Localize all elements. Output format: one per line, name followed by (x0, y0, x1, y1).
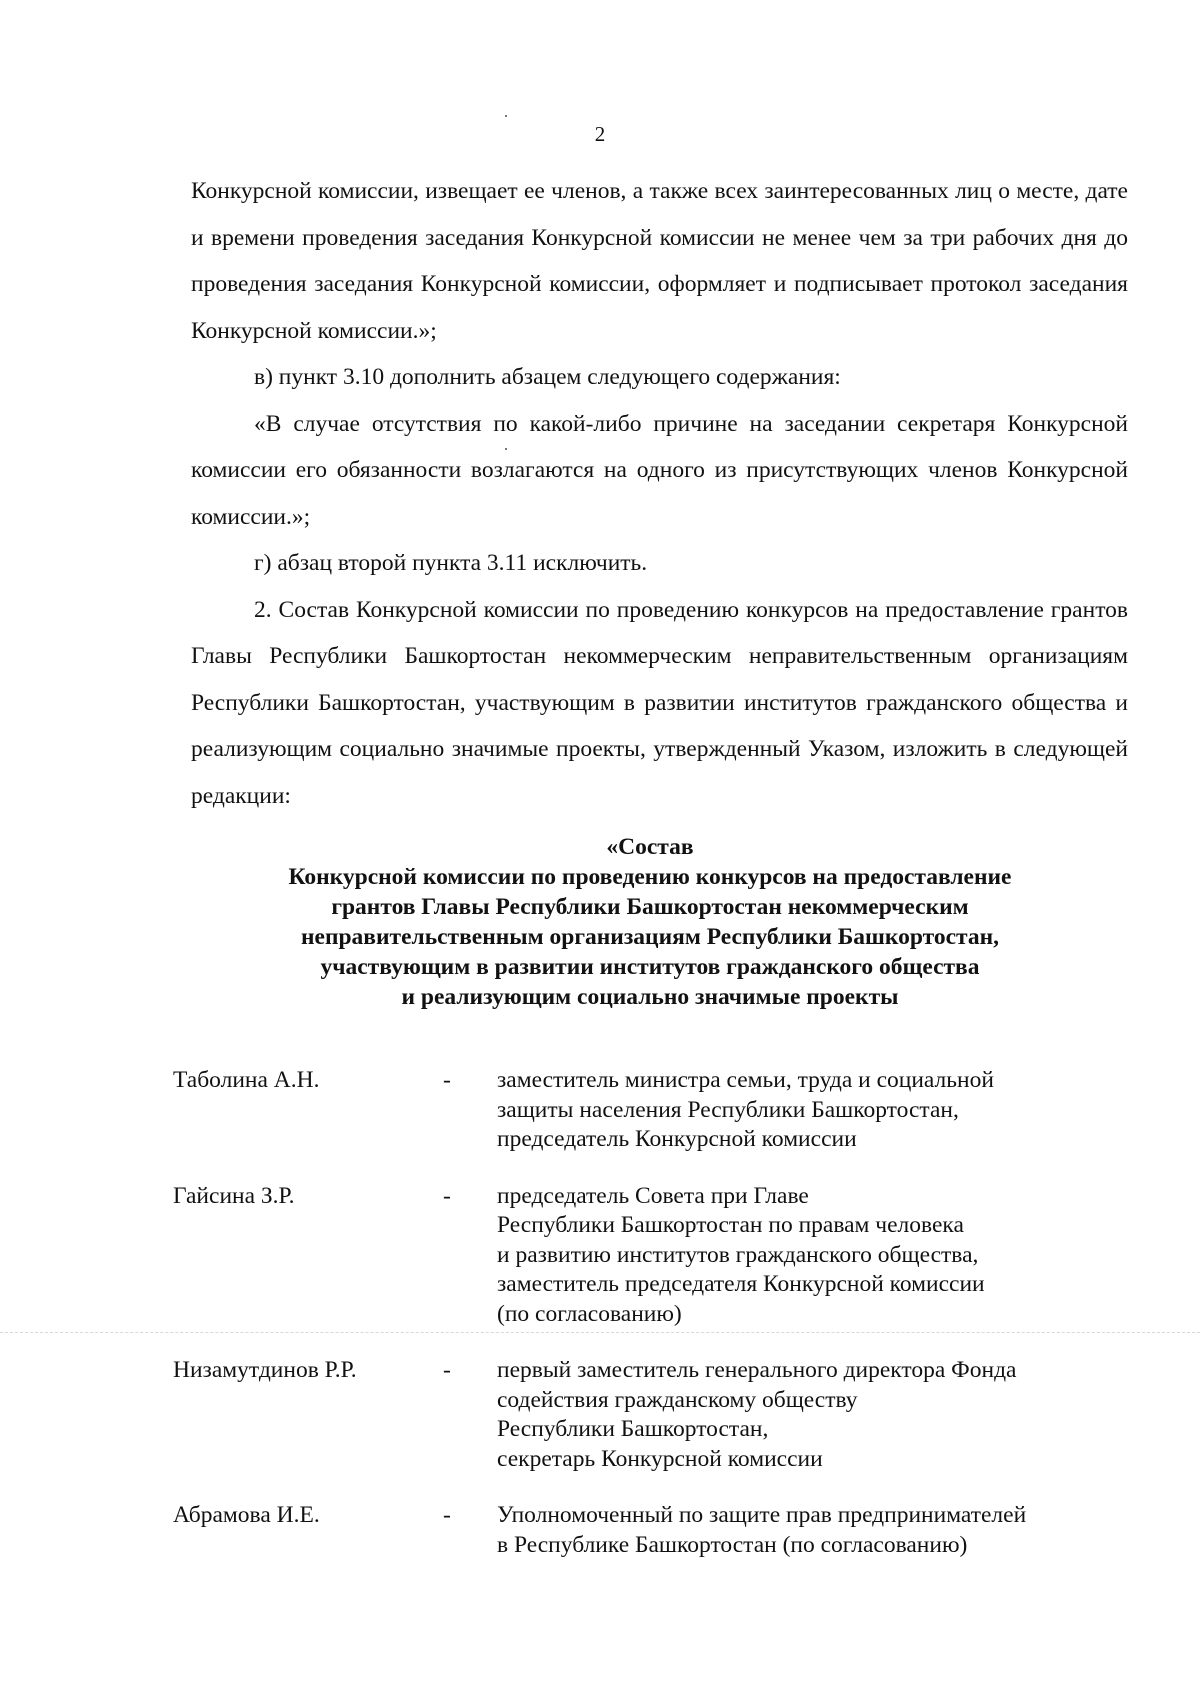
member-name: Абрамова И.Е. (173, 1502, 320, 1528)
title-line: Конкурсной комиссии по проведению конкурсов на предоставление (288, 864, 1012, 890)
title-line: участвующим в развитии институтов гражданского общества (320, 954, 980, 980)
paragraph-composition: 2. Состав Конкурсной комиссии по проведению конкурсов на предоставление грантов Главы Республики Башкортостан некоммерческим неправительственным организациям Республики Башкортостан, участвующим в развитии институтов гражданского общества и реализующим социально значимые проекты, утвержденный Указом, изложить в следующей редакции: (191, 596, 1128, 809)
member-role (497, 1066, 1133, 1155)
member-dash: - (443, 1067, 451, 1093)
role-line: и развитию институтов гражданского общества, (497, 1241, 979, 1268)
paragraph-quoted-addition: «В случае отсутствия по какой-либо причине на заседании секретаря Конкурсной комиссии его обязанности возлагаются на одного из присутствующих членов Конкурсной комиссии.»; (191, 410, 1128, 530)
role-line: председатель Совета при Главе (497, 1182, 809, 1209)
member-role (497, 1182, 1133, 1330)
role-line: Уполномоченный по защите прав предпринимателей (497, 1502, 1027, 1528)
member-name: Гайсина З.Р. (173, 1182, 295, 1209)
member-row (173, 1182, 1133, 1330)
title-line: неправительственным организациям Республики Башкортостан, (300, 924, 1000, 950)
paragraph-continuation: Конкурсной комиссии, извещает ее членов, а также всех заинтересованных лиц о месте, дате и времени проведения заседания Конкурсной комиссии не менее чем за три рабочих дня до проведения заседания Конкурсной комиссии, оформляет и подписывает протокол заседания Конкурсной комиссии.»; (191, 178, 1128, 344)
role-line: в Республике Башкортостан (по согласованию) (497, 1531, 968, 1558)
composition-title (150, 832, 1150, 1012)
member-dash: - (443, 1502, 451, 1528)
paragraph-amendment-v: в) пункт 3.10 дополнить абзацем следующего содержания: (254, 364, 841, 390)
title-line: «Состав (606, 834, 694, 860)
member-dash: - (443, 1357, 451, 1383)
member-dash: - (443, 1182, 451, 1209)
member-role (497, 1356, 1133, 1474)
member-row (173, 1066, 1133, 1155)
role-line: секретарь Конкурсной комиссии (497, 1445, 823, 1472)
role-line: заместитель председателя Конкурсной комиссии (497, 1271, 985, 1297)
page-number: 2 (594, 122, 606, 146)
member-row (173, 1501, 1133, 1560)
role-line: защиты населения Республики Башкортостан, (497, 1096, 959, 1123)
title-line: грантов Главы Республики Башкортостан некоммерческим (331, 894, 969, 920)
role-line: председатель Конкурсной комиссии (497, 1126, 857, 1152)
scan-speck (505, 115, 507, 117)
role-line: содействия гражданскому обществу (497, 1386, 858, 1413)
role-line: Республики Башкортостан по правам человека (497, 1212, 964, 1238)
role-line: заместитель министра семьи, труда и социальной (497, 1067, 994, 1093)
member-name: Таболина А.Н. (173, 1067, 320, 1093)
member-row (173, 1356, 1133, 1474)
member-list (173, 1066, 1133, 1587)
paragraph-amendment-g: г) абзац второй пункта 3.11 исключить. (254, 550, 648, 576)
role-line: первый заместитель генерального директора Фонда (497, 1357, 1017, 1383)
title-line: и реализующим социально значимые проекты (401, 984, 899, 1010)
member-role (497, 1501, 1133, 1560)
document-body (191, 168, 1128, 819)
role-line: Республики Башкортостан, (497, 1416, 769, 1442)
member-name: Низамутдинов Р.Р. (173, 1357, 357, 1383)
role-line: (по согласованию) (497, 1300, 682, 1327)
